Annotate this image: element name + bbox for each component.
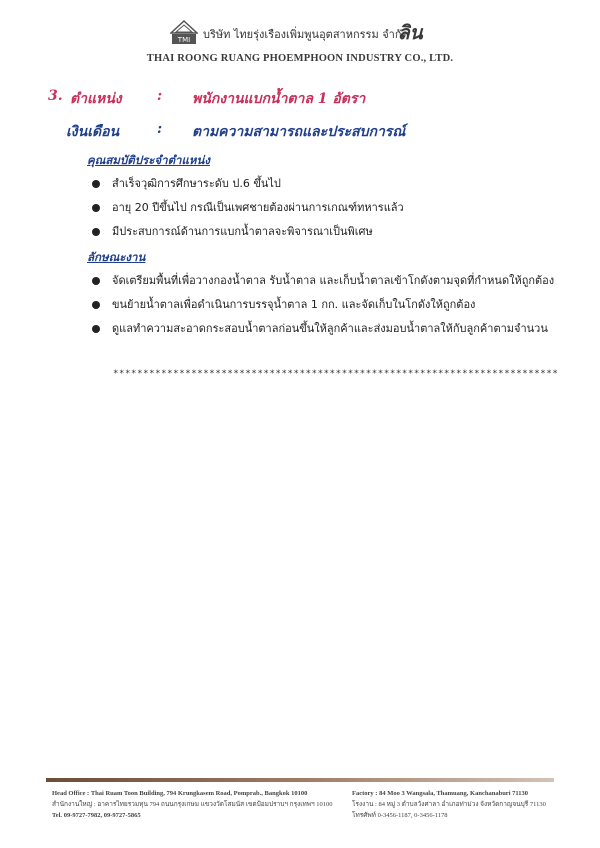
list-item: สำเร็จวุฒิการศึกษาระดับ ป.6 ขึ้นไป [90, 176, 404, 200]
footer-factory: Factory : 84 Moo 3 Wangsala, Thamuang, Kanchanaburi 71130 โรงงาน : 84 หมู่ 3 ตำบลวังศาลา อำเภอท่าม่วง จังหวัดกาญจนบุรี 71130 โทรศัพท์ 0-3456-1187, 0-3456-1178 [352, 790, 546, 819]
salary-value: ตามความสามารถและประสบการณ์ [192, 124, 406, 140]
bullet-icon [92, 204, 100, 212]
qualifications-list [90, 176, 404, 248]
bullet-icon [92, 301, 100, 309]
position-number: 3. [48, 88, 63, 104]
brand-script-logo: ลิน [398, 22, 423, 44]
company-name-english: THAI ROONG RUANG PHOEMPHOON INDUSTRY CO., LTD. [146, 53, 454, 64]
asterisk-divider: ************************************************************************** [113, 369, 559, 379]
list-item: อายุ 20 ปีขึ้นไป กรณีเป็นเพศชายต้องผ่านการเกณฑ์ทหารแล้ว [90, 200, 404, 224]
company-logo-icon [170, 20, 198, 46]
salary-colon: : [157, 121, 163, 137]
bullet-icon [92, 325, 100, 333]
salary-label: เงินเดือน [66, 124, 120, 140]
company-name-thai: บริษัท ไทยรุ่งเรืองเพิ่มพูนอุตสาหกรรม จำกัด [203, 28, 409, 41]
footer-rule [46, 778, 554, 782]
position-colon: : [157, 88, 163, 104]
bullet-icon [92, 228, 100, 236]
footer-head-office: Head Office : Thai Ruam Toon Building, 794 Krungkasem Road, Pomprab., Bangkok 10100 สำนักงานใหญ่ : อาคารไทยรวมทุน 794 ถนนกรุงเกษม แขวงวัดโสมนัส เขตป้อมปราบฯ กรุงเทพฯ 10100 Tel. 09-9727-7982, 09-9727-5865 [52, 790, 333, 819]
duties-title: ลักษณะงาน [87, 250, 146, 264]
position-label: ตำแหน่ง [70, 91, 122, 107]
qualifications-title: คุณสมบัติประจำตำแหน่ง [87, 153, 210, 167]
list-item: ดูแลทำความสะอาดกระสอบน้ำตาลก่อนขึ้นให้ลูกค้าและส่งมอบน้ำตาลให้กับลูกค้าตามจำนวน [90, 321, 554, 345]
position-value: พนักงานแบกน้ำตาล 1 อัตรา [192, 91, 366, 107]
svg-text:TMI: TMI [177, 36, 191, 44]
list-item: มีประสบการณ์ด้านการแบกน้ำตาลจะพิจารณาเป็นพิเศษ [90, 224, 404, 248]
bullet-icon [92, 180, 100, 188]
list-item: ขนย้ายน้ำตาลเพื่อดำเนินการบรรจุน้ำตาล 1 กก. และจัดเก็บในโกดังให้ถูกต้อง [90, 297, 554, 321]
duties-list [90, 273, 554, 345]
bullet-icon [92, 277, 100, 285]
list-item: จัดเตรียมพื้นที่เพื่อวางกองน้ำตาล รับน้ำตาล และเก็บน้ำตาลเข้าโกดังตามจุดที่กำหนดให้ถูกต้อง [90, 273, 554, 297]
